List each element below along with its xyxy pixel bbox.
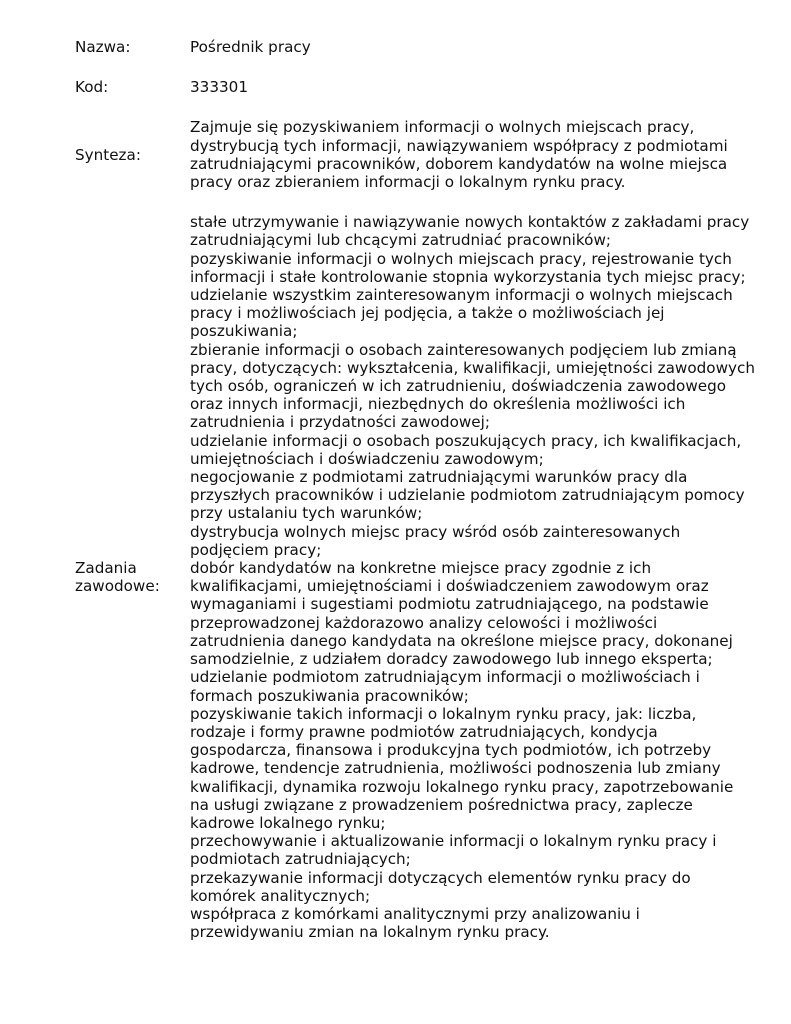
synthesis-label: Synteza: xyxy=(75,145,141,164)
task-item: udzielanie informacji o osobach poszukujących pracy, ich kwalifikacjach, umiejętnościach i doświadczeniu zawodowym; xyxy=(190,431,742,468)
task-item: udzielanie podmiotom zatrudniającym informacji o możliwościach i formach poszukiwania pracowników; xyxy=(190,668,700,705)
task-item: dobór kandydatów na konkretne miejsce pracy zgodnie z ich kwalifikacjami, umiejętnościami i doświadczeniem zawodowym oraz wymaganiami i sugestiami podmiotu zatrudniającego, na podstawie przeprowadzonej każdorazowo analizy celowości i możliwości zatrudnienia danego kandydata na określone miejsce pracy, dokonanej samodzielnie, z udziałem doradcy zawodowego lub innego eksperta; xyxy=(190,559,733,669)
tasks-row xyxy=(75,213,765,941)
task-item: pozyskiwanie takich informacji o lokalnym rynku pracy, jak: liczba, rodzaje i formy prawne podmiotów zatrudniających, kondycja gospodarcza, finansowa i produkcyjna tych podmiotów, ich potrzeby kadrowe, tendencje zatrudnienia, możliwości podnoszenia lub zmiany kwalifikacji, dynamika rozwoju lokalnego rynku pracy, zapotrzebowanie na usługi związane z prowadzeniem pośrednictwa pracy, zaplecze kadrowe lokalnego rynku; xyxy=(190,704,734,832)
synthesis-value: Zajmuje się pozyskiwaniem informacji o wolnych miejscach pracy, dystrybucją tych informacji, nawiązywaniem współpracy z podmiotami zatrudniającymi pracowników, doborem kandydatów na wolne miejsca pracy oraz zbieraniem informacji o lokalnym rynku pracy. xyxy=(190,118,728,192)
task-item: przechowywanie i aktualizowanie informacji o lokalnym rynku pracy i podmiotach zatrudniających; xyxy=(190,832,717,869)
occupation-record xyxy=(75,38,765,941)
task-item: stałe utrzymywanie i nawiązywanie nowych kontaktów z zakładami pracy zatrudniającymi lub chcącymi zatrudniać pracowników; xyxy=(190,213,750,250)
task-item: dystrybucja wolnych miejsc pracy wśród osób zainteresowanych podjęciem pracy; xyxy=(190,522,681,559)
task-item: udzielanie wszystkim zainteresowanym informacji o wolnych miejscach pracy i możliwościach jej podjęcia, a także o możliwościach jej poszukiwania; xyxy=(190,286,733,341)
code-row xyxy=(75,78,765,96)
name-row xyxy=(75,38,765,56)
synthesis-row xyxy=(75,118,765,191)
tasks-list xyxy=(190,213,755,941)
name-value: Pośrednik pracy xyxy=(190,38,311,56)
task-item: pozyskiwanie informacji o wolnych miejscach pracy, rejestrowanie tych informacji i stałe kontrolowanie stopnia wykorzystania tych miejsc pracy; xyxy=(190,249,746,286)
tasks-label: Zadania zawodowe: xyxy=(75,559,160,596)
name-label: Nazwa: xyxy=(75,38,131,56)
task-item: zbieranie informacji o osobach zainteresowanych podjęciem lub zmianą pracy, dotyczących: wykształcenia, kwalifikacji, umiejętności zawodowych tych osób, ograniczeń w ich zatrudnieniu, doświadczenia zawodowego oraz innych informacji, niezbędnych do określenia możliwości ich zatrudnienia i przydatności zawodowej; xyxy=(190,340,755,432)
task-item: współpraca z komórkami analitycznymi przy analizowaniu i przewidywaniu zmian na lokalnym rynku pracy. xyxy=(190,904,640,942)
task-item: negocjowanie z podmiotami zatrudniającymi warunków pracy dla przyszłych pracowników i udzielanie podmiotom zatrudniającym pomocy przy ustalaniu tych warunków; xyxy=(190,468,745,523)
code-value: 333301 xyxy=(190,78,248,97)
task-item: przekazywanie informacji dotyczących elementów rynku pracy do komórek analitycznych; xyxy=(190,868,691,905)
code-label: Kod: xyxy=(75,78,109,97)
